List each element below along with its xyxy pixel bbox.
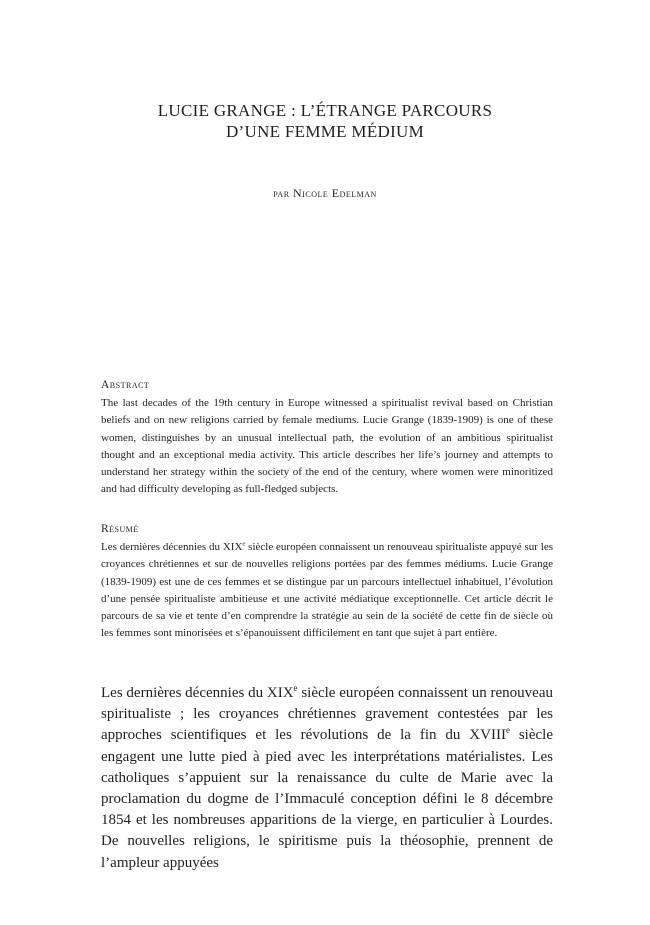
resume-heading: Résumé [101,523,139,535]
abstract-heading: Abstract [101,379,150,391]
abstract-section [101,377,553,498]
resume-text-part-2: siècle européen connaissent un renouveau spiritualiste appuyé sur les croyances chrétiennes et sur de nouvelles religions portées par des femmes médiums. Lucie Grange (1839-1909) est une de ces femmes et se distingue par un parcours intellectuel inhabituel, l’évolution d’une pensée spiritualiste ambitieuse et une activité médiatique exceptionnelle. Cet article décrit le parcours de sa vie et tente d’en comprendre la stratégie au sein de la société de cette fin de siècle où les femmes sont minorisées et s’épanouissent difficilement en tant que sujet à part entière. [101,541,553,640]
author-byline: par Nicole Edelman [273,186,377,200]
body-superscript-2: e [505,725,510,736]
body-superscript-1: e [293,683,298,693]
resume-text [101,539,553,642]
resume-section [101,521,553,642]
body-text-part-3: siècle engagent une lutte pied à pied avec les interprétations matérialistes. Les catholiques s’appuient sur la renaissance du culte de Marie avec la proclamation du dogme de l’Immaculé conception défini le 8 décembre 1854 et les nombreuses apparitions de la vierge, en particulier à Lourdes. De nouvelles religions, le spiritisme puis la théosophie, prennent de l’ampleur appuyées [101,727,553,871]
resume-text-part-1: Les dernières décennies du XIX [101,541,243,554]
resume-superscript-1: e [242,540,246,548]
abstract-text: The last decades of the 19th century in Europe witnessed a spiritualist revival based on Christian beliefs and on new religions carried by female mediums. Lucie Grange (1839-1909) is one of these women, distinguishes by an unusual intellectual path, the evolution of an ambitious spiritualist thought and an exceptional media activity. This article describes her life’s journey and attempts to understand her strategy within the society of the end of the century, where women were minoritized and had difficulty developing as full-fledged subjects. [101,397,553,496]
article-title-line-2: D’UNE FEMME MÉDIUM [225,122,425,141]
body-text-part-2: siècle européen connaissent un renouveau spiritualiste ; les croyances chrétiennes gravement contestées par les approches scientifiques et les révolutions de la fin du XVIII [101,685,554,744]
body-paragraph [101,683,553,874]
article-title-line-1: LUCIE GRANGE : L’ÉTRANGE PARCOURS [157,101,493,120]
article-title [0,100,650,142]
body-text-part-1: Les dernières décennies du XIX [101,685,294,701]
